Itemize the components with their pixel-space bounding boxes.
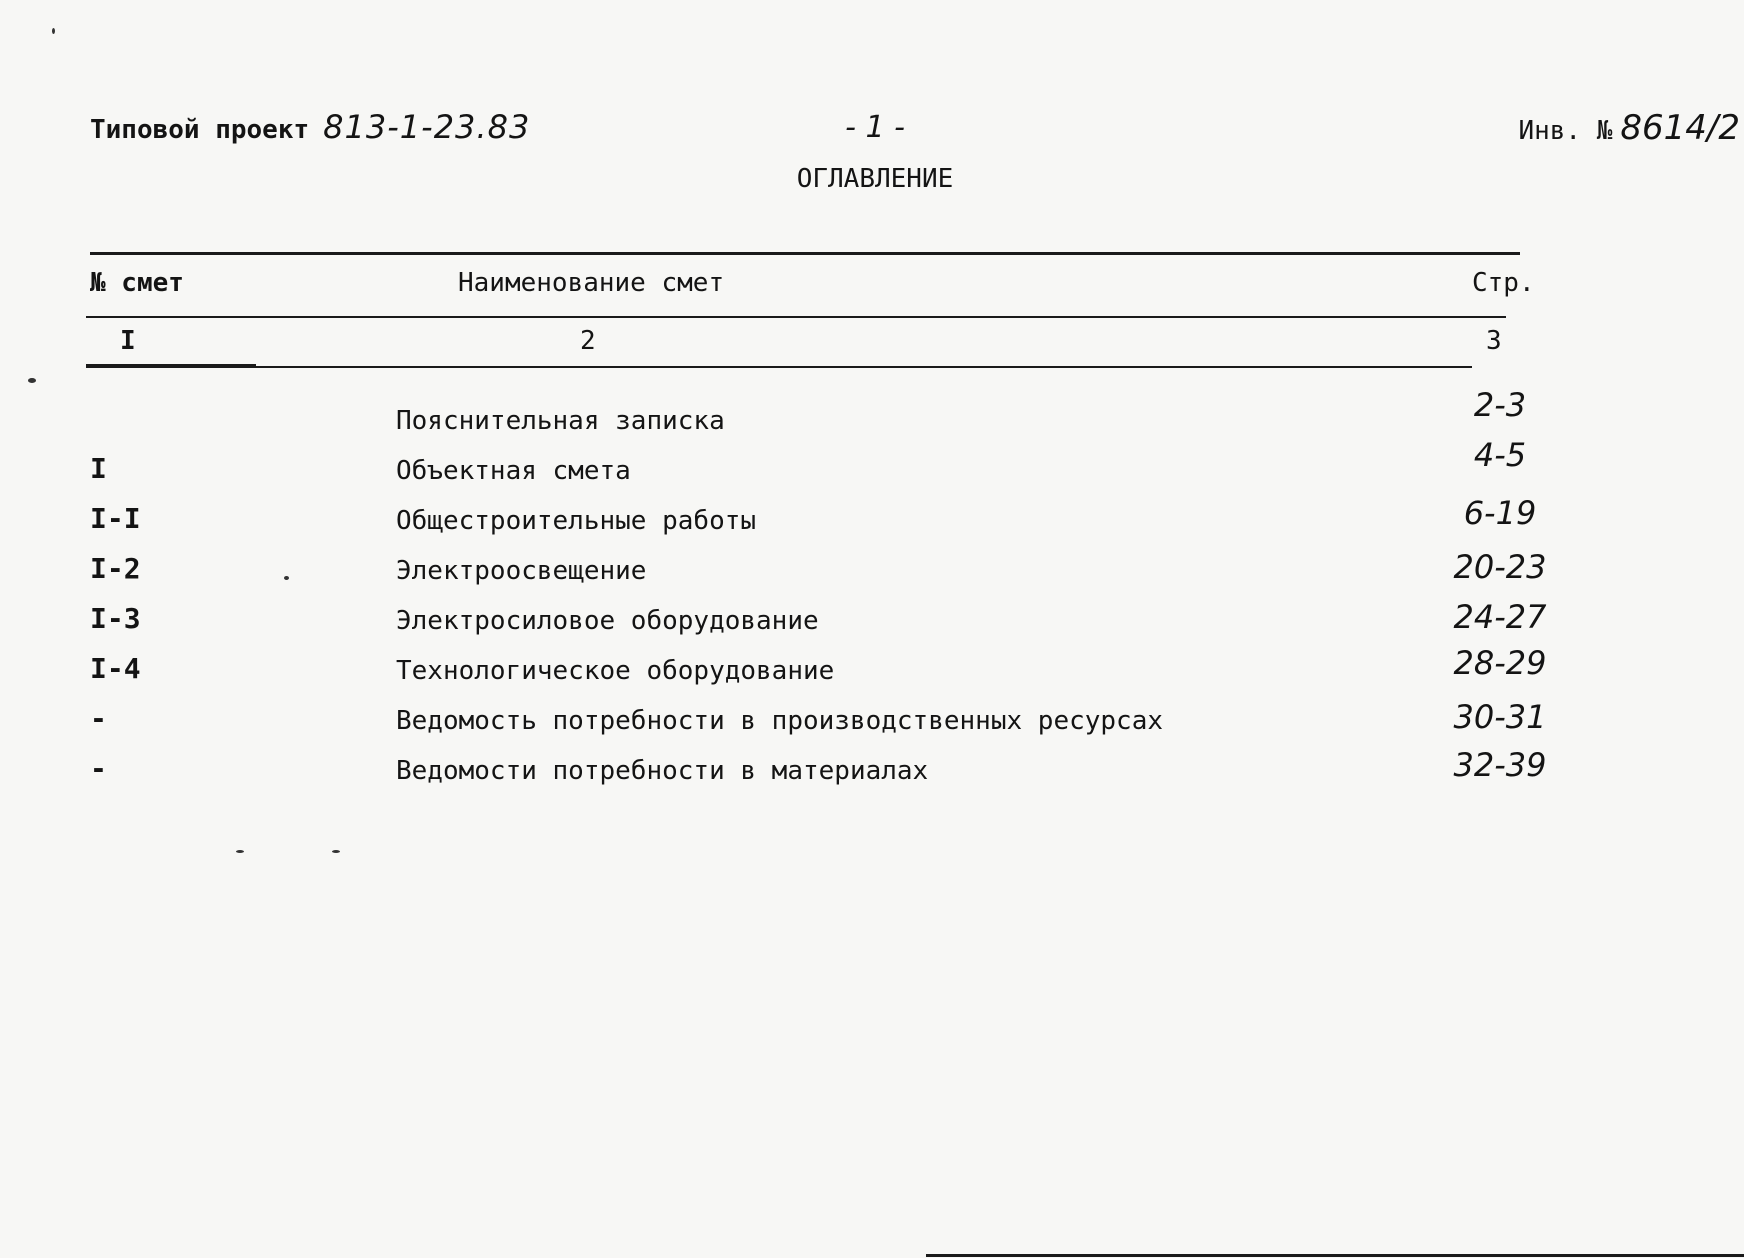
row-pages: 28-29 — [1453, 644, 1547, 682]
table-numbers-rule — [86, 366, 1472, 368]
scan-speck — [52, 28, 55, 34]
table-header-rule — [86, 316, 1506, 318]
row-name: Ведомость потребности в производственных ресурсах — [396, 706, 1164, 736]
row-name: Электроосвещение — [396, 556, 647, 586]
row-pages: 2-3 — [1473, 386, 1527, 424]
page-marker: - 1 - — [845, 110, 905, 145]
row-name: Общестроительные работы — [396, 506, 757, 536]
scan-speck — [28, 378, 36, 383]
column-number-name: 2 — [580, 326, 596, 356]
row-code: I-3 — [90, 602, 141, 635]
row-code: I-4 — [90, 652, 141, 685]
row-pages: 4-5 — [1473, 436, 1527, 474]
row-pages: 32-39 — [1453, 746, 1547, 784]
row-name: Объектная смета — [396, 456, 631, 486]
row-pages: 30-31 — [1453, 698, 1547, 736]
scan-speck — [332, 850, 340, 853]
column-header-code: № смет — [90, 268, 184, 298]
project-number: 813-1-23.83 — [323, 108, 531, 146]
column-header-name: Наименование смет — [458, 268, 725, 298]
inventory-label: Инв. № — [1518, 116, 1613, 146]
row-code: - — [90, 702, 107, 735]
row-name: Электросиловое оборудование — [396, 606, 819, 636]
column-number-pages: 3 — [1486, 326, 1502, 356]
row-code: I-2 — [90, 552, 141, 585]
scan-speck — [236, 850, 244, 853]
row-code: I-I — [90, 502, 141, 535]
row-pages: 24-27 — [1453, 598, 1547, 636]
page-title: ОГЛАВЛЕНИЕ — [796, 164, 954, 194]
row-name: Пояснительная записка — [396, 406, 725, 436]
row-pages: 20-23 — [1453, 548, 1547, 586]
inventory-header — [1518, 108, 1740, 148]
scan-speck — [284, 576, 289, 580]
table-top-rule — [90, 252, 1520, 255]
row-name: Ведомости потребности в материалах — [396, 756, 929, 786]
project-header — [90, 108, 530, 146]
row-pages: 6-19 — [1463, 494, 1537, 532]
column-number-code: I — [120, 326, 136, 356]
scan-edge-line — [926, 1254, 1744, 1257]
project-label: Типовой проект — [90, 115, 310, 145]
row-code: I — [90, 452, 107, 485]
inventory-number: 8614/2 — [1620, 108, 1740, 148]
table-numbers-rule-accent — [86, 364, 256, 368]
row-name: Технологическое оборудование — [396, 656, 835, 686]
column-header-pages: Стр. — [1472, 268, 1535, 298]
row-code: - — [90, 752, 107, 785]
